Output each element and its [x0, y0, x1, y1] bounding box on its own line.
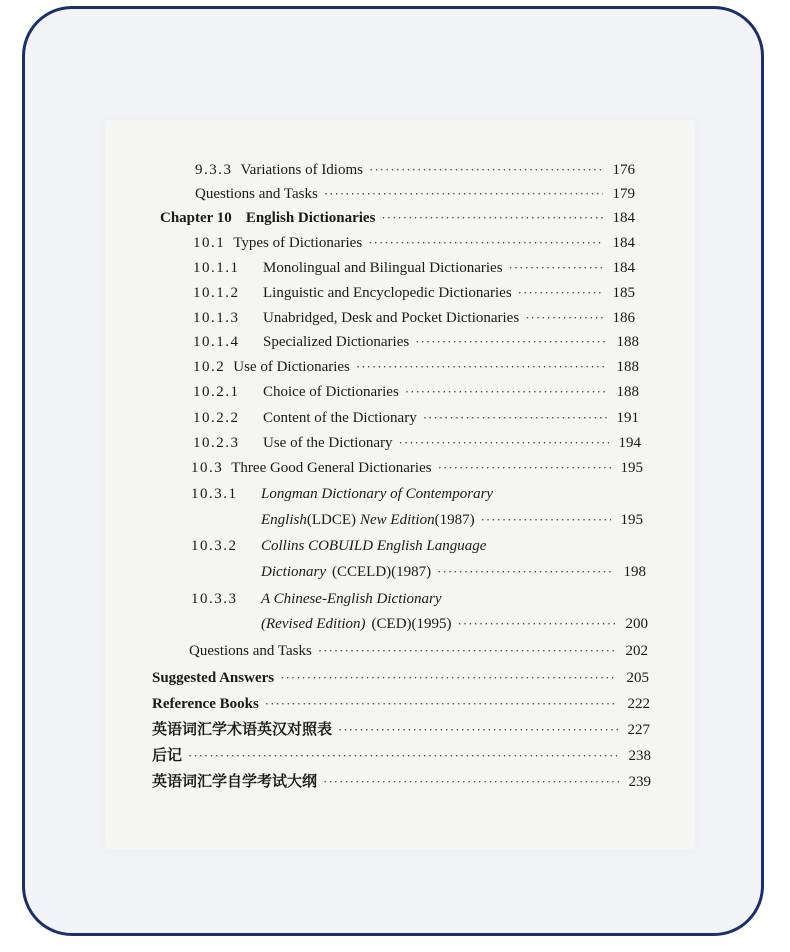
section-title: Unabridged, Desk and Pocket Dictionaries	[263, 310, 520, 326]
toc-entry	[195, 184, 635, 204]
page-number: 188	[616, 359, 639, 375]
title-part: (CED)(1995)	[371, 616, 452, 632]
section-title: Questions and Tasks	[189, 643, 312, 659]
section-title: Use of the Dictionary	[263, 435, 393, 451]
toc-entry	[191, 536, 643, 556]
toc-entry-continuation	[261, 614, 648, 634]
toc-chapter-entry	[160, 208, 635, 228]
section-title: 英语词汇学自学考试大纲	[152, 772, 318, 790]
leader-dots	[368, 233, 603, 253]
page-number: 198	[623, 564, 646, 580]
toc-entry	[152, 694, 650, 714]
section-title: Three Good General Dictionaries	[231, 460, 432, 476]
page-number: 202	[625, 643, 648, 659]
leader-dots	[458, 614, 616, 634]
section-title: Specialized Dictionaries	[263, 334, 410, 350]
leader-dots	[324, 184, 603, 204]
page-number: 227	[627, 722, 650, 738]
page-number: 191	[616, 410, 639, 426]
section-number: 10.1.1	[193, 260, 240, 276]
page-number: 179	[612, 186, 635, 202]
leader-dots	[323, 772, 619, 792]
page-number: 195	[620, 460, 643, 476]
toc-entry	[152, 668, 649, 688]
page-number: 185	[612, 285, 635, 301]
section-number: 10.3.1	[191, 486, 238, 502]
toc-entry-continuation	[261, 562, 646, 582]
section-title: Types of Dictionaries	[233, 235, 363, 251]
toc-entry	[193, 382, 639, 402]
title-part: (CCELD)(1987)	[332, 564, 432, 580]
section-title: 后记	[152, 746, 183, 764]
page-number: 194	[618, 435, 641, 451]
page-number: 186	[612, 310, 635, 326]
title-part: (Revised Edition)	[261, 616, 366, 632]
leader-dots	[280, 668, 617, 688]
page-number: 195	[620, 512, 643, 528]
section-number: 10.2.1	[193, 384, 240, 400]
section-title: Collins COBUILD English Language	[261, 538, 487, 554]
section-title: Suggested Answers	[152, 670, 275, 686]
section-title: Reference Books	[152, 696, 259, 712]
page-number: 205	[626, 670, 649, 686]
title-part: Dictionary	[261, 564, 326, 580]
section-number: 10.2	[193, 359, 226, 375]
toc-entry	[152, 771, 651, 792]
leader-dots	[518, 283, 603, 303]
section-number: 10.3.3	[191, 591, 238, 607]
leader-dots	[381, 208, 603, 228]
toc-entry	[152, 745, 651, 766]
section-number: 10.1.2	[193, 285, 240, 301]
toc-entry	[193, 258, 635, 278]
section-number: 10.3.2	[191, 538, 238, 554]
page-number: 184	[612, 235, 635, 251]
section-number: 9.3.3	[195, 162, 233, 178]
toc-entry	[191, 458, 643, 478]
leader-dots	[265, 694, 618, 714]
section-number: 10.2.3	[193, 435, 240, 451]
section-title: Questions and Tasks	[195, 186, 318, 202]
page-number: 188	[616, 384, 639, 400]
toc-entry	[193, 433, 641, 453]
section-number: 10.1	[193, 235, 226, 251]
toc-entry	[193, 308, 635, 328]
section-title: Choice of Dictionaries	[263, 384, 399, 400]
leader-dots	[437, 562, 614, 582]
title-part: New Edition	[360, 512, 435, 528]
toc-entry	[189, 641, 648, 661]
page-number: 238	[628, 748, 651, 764]
toc-entry	[191, 484, 643, 504]
title-part: (LDCE)	[306, 512, 356, 528]
toc-entry	[193, 233, 635, 253]
section-number: 10.2.2	[193, 410, 240, 426]
leader-dots	[415, 332, 607, 352]
toc-entry	[193, 332, 639, 352]
page-number: 176	[612, 162, 635, 178]
section-title: Monolingual and Bilingual Dictionaries	[263, 260, 503, 276]
section-title: Use of Dictionaries	[233, 359, 350, 375]
leader-dots	[438, 458, 611, 478]
section-title: Linguistic and Encyclopedic Dictionaries	[263, 285, 512, 301]
leader-dots	[338, 720, 618, 740]
page-number: 184	[612, 210, 635, 226]
toc-entry	[195, 160, 635, 180]
toc-entry	[191, 589, 643, 609]
section-number: 10.1.3	[193, 310, 240, 326]
section-number: 10.3	[191, 460, 224, 476]
section-number: 10.1.4	[193, 334, 240, 350]
leader-dots	[318, 641, 616, 661]
leader-dots	[423, 408, 607, 428]
section-title: Longman Dictionary of Contemporary	[261, 486, 494, 502]
leader-dots	[405, 382, 607, 402]
toc-entry	[193, 357, 639, 377]
leader-dots	[356, 357, 607, 377]
leader-dots	[525, 308, 603, 328]
toc-entry	[152, 719, 650, 740]
title-part: English	[261, 512, 307, 528]
leader-dots	[369, 160, 603, 180]
page-number: 200	[625, 616, 648, 632]
chapter-number: Chapter 10	[160, 210, 232, 226]
section-title: A Chinese-English Dictionary	[261, 591, 442, 607]
section-title: 英语词汇学术语英汉对照表	[152, 720, 333, 738]
toc-entry-continuation	[261, 510, 643, 530]
page-number: 188	[616, 334, 639, 350]
leader-dots	[188, 746, 619, 766]
page-number: 222	[627, 696, 650, 712]
toc-entry	[193, 283, 635, 303]
section-title: Content of the Dictionary	[263, 410, 417, 426]
section-title: Variations of Idioms	[240, 162, 363, 178]
title-part: (1987)	[434, 512, 475, 528]
leader-dots	[509, 258, 603, 278]
page-number: 184	[612, 260, 635, 276]
page-number: 239	[628, 774, 651, 790]
toc-entry	[193, 408, 639, 428]
leader-dots	[481, 510, 611, 530]
leader-dots	[399, 433, 609, 453]
chapter-title: English Dictionaries	[245, 210, 376, 226]
